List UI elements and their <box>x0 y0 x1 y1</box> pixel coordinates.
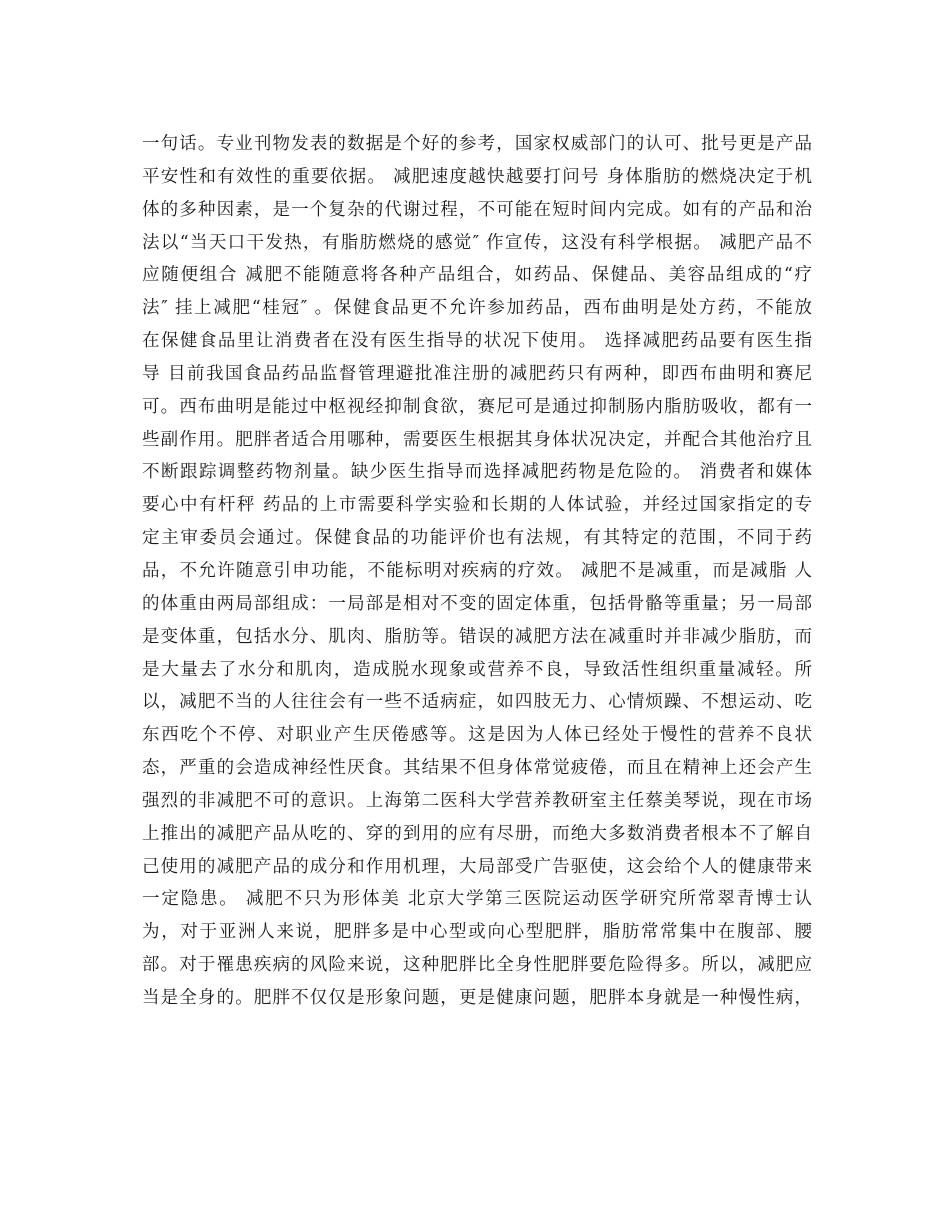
text-line: 是大量去了水分和肌肉，造成脱水现象或营养不良，导致活性组织重量减轻。所 <box>142 659 812 680</box>
text-line: 是变体重，包括水分、肌肉、脂肪等。错误的减肥方法在减重时并非减少脂肪，而 <box>142 626 812 647</box>
text-line: 当是全身的。肥胖不仅仅是形象问题，更是健康问题，肥胖本身就是一种慢性病， <box>142 987 812 1008</box>
text-line: 部。对于罹患疾病的风险来说，这种肥胖比全身性肥胖要危险得多。所以，减肥应 <box>142 955 812 976</box>
text-line: 态，严重的会造成神经性厌食。其结果不但身体常觉疲倦，而且在精神上还会产生 <box>142 758 812 779</box>
text-line: 平安性和有效性的重要依据。 减肥速度越快越要打问号 身体脂肪的燃烧决定于机 <box>142 166 812 187</box>
text-line: 体的多种因素，是一个复杂的代谢过程，不可能在短时间内完成。如有的产品和治 <box>142 199 812 220</box>
text-line: 可。西布曲明是能过中枢视经抑制食欲，赛尼可是通过抑制肠内脂肪吸收，都有一 <box>142 396 812 417</box>
text-line: 东西吃个不停、对职业产生厌倦感等。这是因为人体已经处于慢性的营养不良状 <box>142 725 812 746</box>
text-line: 品，不允许随意引申功能，不能标明对疾病的疗效。 减肥不是减重，而是减脂 人 <box>142 560 812 581</box>
text-line: 一句话。专业刊物发表的数据是个好的参考，国家权威部门的认可、批号更是产品 <box>142 134 812 154</box>
body-text <box>142 128 812 1015</box>
text-line: 以，减肥不当的人往往会有一些不适病症，如四肢无力、心情烦躁、不想运动、吃 <box>142 692 812 713</box>
text-line: 一定隐患。 减肥不只为形体美 北京大学第三医院运动医学研究所常翠青博士认 <box>142 889 812 910</box>
text-line: 要心中有杆秤 药品的上市需要科学实验和长期的人体试验，并经过国家指定的专 <box>142 495 812 516</box>
text-line: 的体重由两局部组成：一局部是相对不变的固定体重，包括骨骼等重量；另一局部 <box>142 593 812 614</box>
text-line: 不断跟踪调整药物剂量。缺少医生指导而选择减肥药物是危险的。 消费者和媒体 <box>142 462 812 483</box>
text-line: 法″ 挂上减肥“桂冠″ 。保健食品更不允许参加药品，西布曲明是处方药，不能放 <box>142 298 812 319</box>
text-line: 法以“当天口干发热，有脂肪燃烧的感觉″ 作宣传，这没有科学根据。 减肥产品不 <box>142 232 812 253</box>
text-line: 为，对于亚洲人来说，肥胖多是中心型或向心型肥胖，脂肪常常集中在腹部、腰 <box>142 922 812 943</box>
text-line: 强烈的非减肥不可的意识。上海第二医科大学营养教研室主任蔡美琴说，现在市场 <box>142 790 812 811</box>
text-line: 上推出的减肥产品从吃的、穿的到用的应有尽册，而绝大多数消费者根本不了解自 <box>142 823 812 844</box>
text-line: 己使用的减肥产品的成分和作用机理，大局部受广告驱使，这会给个人的健康带来 <box>142 856 812 877</box>
text-line: 些副作用。肥胖者适合用哪种，需要医生根据其身体状况决定，并配合其他治疗且 <box>142 429 812 450</box>
text-line: 定主审委员会通过。保健食品的功能评价也有法规，有其特定的范围，不同于药 <box>142 528 812 549</box>
text-line: 应随便组合 减肥不能随意将各种产品组合，如药品、保健品、美容品组成的“疗 <box>142 265 812 286</box>
text-line: 导 目前我国食品药品监督管理避批准注册的减肥药只有两种，即西布曲明和赛尼 <box>142 363 812 384</box>
text-line: 在保健食品里让消费者在没有医生指导的状况下使用。 选择减肥药品要有医生指 <box>142 331 812 352</box>
